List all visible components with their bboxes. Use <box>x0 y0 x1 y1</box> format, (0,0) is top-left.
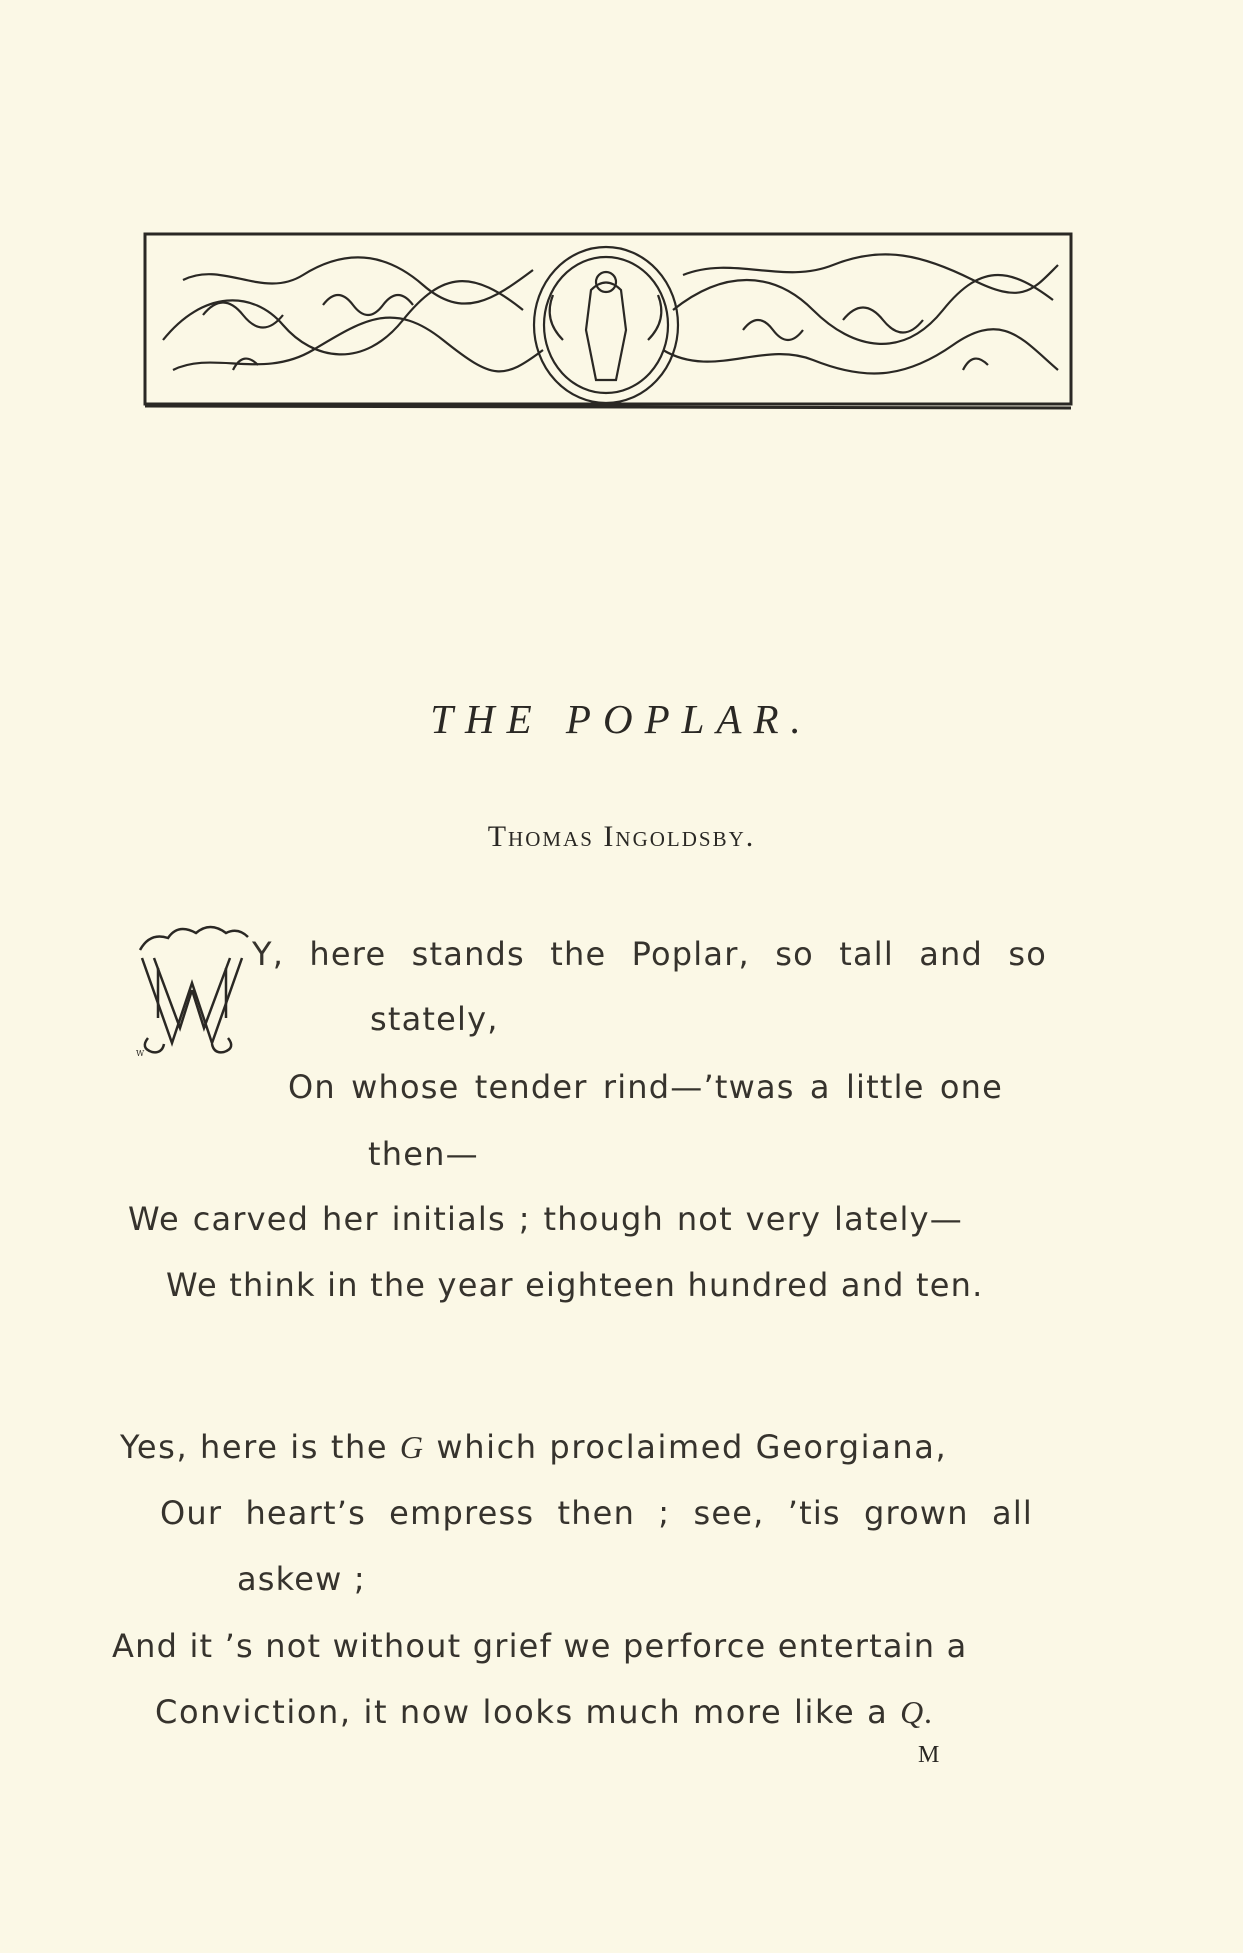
poem-line: We think in the year eighteen hundred and ten. <box>166 1266 984 1304</box>
poem-italic-letter: Q. <box>900 1694 935 1730</box>
poem-line: Our heart’s empress then ; see, ’tis grown all <box>160 1494 1033 1532</box>
poem-line: On whose tender rind—’twas a little one <box>288 1068 1003 1106</box>
poem-line: We carved her initials ; though not very lately— <box>128 1200 963 1238</box>
poem-line <box>120 1428 947 1466</box>
poem-author: Thomas Ingoldsby. <box>487 820 756 853</box>
poem-line: Y, here stands the Poplar, so tall and so <box>252 935 1047 973</box>
poem-line <box>155 1693 934 1731</box>
poem-italic-letter: G <box>399 1429 425 1465</box>
poem-line: And it ’s not without grief we perforce entertain a <box>112 1627 968 1665</box>
poem-title: THE POPLAR. <box>430 696 813 742</box>
signature-mark: M <box>918 1742 940 1768</box>
poem-text: which proclaimed Georgiana, <box>436 1428 948 1466</box>
poem-text: Conviction, it now looks much more like a <box>155 1693 889 1731</box>
poem-line: then— <box>368 1135 479 1173</box>
dropcap-w-icon <box>128 908 258 1058</box>
dropcap-letter: W <box>136 1049 145 1058</box>
poem-text: Yes, here is the <box>120 1428 389 1466</box>
floral-scroll-headpiece-icon <box>143 230 1073 410</box>
poem-line: askew ; <box>237 1560 366 1598</box>
poem-line: stately, <box>370 1000 499 1038</box>
